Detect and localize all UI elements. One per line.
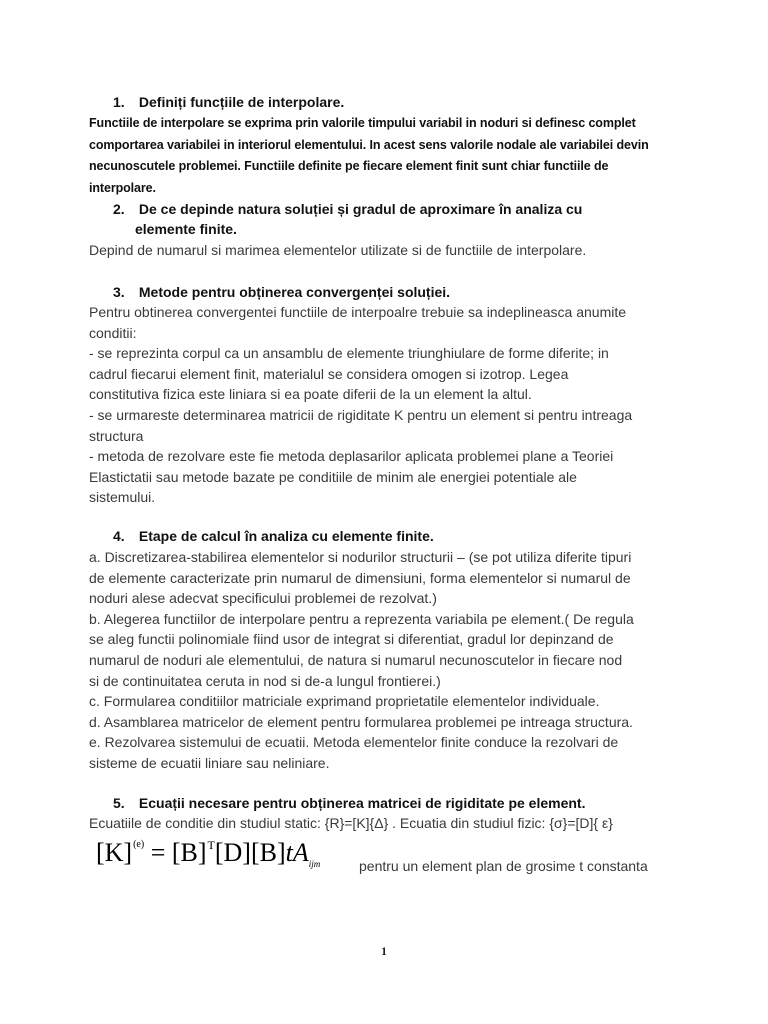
formula-note: pentru un element plan de grosime t constanta	[359, 858, 648, 874]
formula-subscript: ijm	[308, 859, 321, 870]
answer-line: d. Asamblarea matricelor de element pentru formularea problemei pe intreaga structura.	[89, 713, 633, 730]
answer-line: structura	[89, 427, 144, 444]
question-1-heading	[113, 94, 344, 110]
answer-line: noduri alese adecvat specificului problemei de rezolvat.)	[89, 590, 437, 607]
question-title: Ecuații necesare pentru obținerea matricei de rigiditate pe element.	[138, 795, 586, 811]
question-number: 1.	[113, 94, 125, 110]
formula-a: A	[292, 838, 309, 867]
answer-line: b. Alegerea functiilor de interpolare pentru a reprezenta variabila pe element.( De regula	[89, 610, 634, 627]
question-number: 5.	[113, 795, 125, 811]
stiffness-matrix-formula	[96, 838, 320, 869]
question-2-heading-cont	[135, 221, 237, 237]
question-4-heading	[113, 528, 434, 544]
question-title: Metode pentru obținerea convergenței soluției.	[138, 284, 451, 300]
page-number: 1	[381, 944, 387, 958]
answer-line: cadrul fiecarui element finit, materialul se considera omogen si izotrop. Legea	[89, 365, 569, 382]
question-title: elemente finite.	[135, 221, 237, 237]
question-number: 3.	[113, 284, 125, 300]
answer-line: necunoscutele problemei. Functiile definite pe fiecare element finit sunt chiar functiile de	[89, 159, 609, 174]
formula-superscript-t: T	[207, 838, 215, 852]
answer-line: comportarea variabilei in interiorul elementului. In acest sens valorile nodale ale variabilei devin	[89, 137, 649, 152]
answer-line: constitutiva fizica este liniara si ea poate diferii de la un element la altul.	[89, 386, 532, 403]
answer-line: Depind de numarul si marimea elementelor utilizate si de functiile de interpolare.	[89, 242, 587, 258]
answer-line: de elemente caracterizate prin numarul de dimensiuni, forma elementelor si numarul de	[89, 569, 631, 586]
answer-line: sisteme de ecuatii liniare sau neliniare.	[89, 754, 330, 771]
question-number: 4.	[113, 528, 125, 544]
answer-line: c. Formularea conditiilor matriciale exprimand proprietatile elementelor individuale.	[89, 693, 600, 710]
answer-2	[89, 240, 586, 261]
answer-line: se aleg functii polinomiale fiind usor de integrat si diferentiat, gradul lor depinzand de	[89, 631, 614, 648]
answer-3	[89, 302, 632, 508]
answer-4	[89, 547, 634, 774]
answer-line: Ecuatiile de conditie din studiul static: {R}=[K]{Δ} . Ecuatia din studiul fizic: {σ}=[D]{ ε}	[89, 815, 613, 831]
question-2-heading	[113, 201, 582, 217]
question-title: De ce depinde natura soluției și gradul de aproximare în analiza cu	[138, 201, 583, 217]
answer-5	[89, 813, 613, 834]
answer-line: Elastictatii sau metode bazate pe conditiile de minim ale energiei potentiale ale	[89, 468, 577, 485]
answer-line: si de continuitatea ceruta in nod si de-a lungul frontierei.)	[89, 672, 441, 689]
answer-line: Functiile de interpolare se exprima prin valorile timpului variabil in noduri si definesc complet	[89, 116, 636, 130]
answer-line: e. Rezolvarea sistemului de ecuatii. Metoda elementelor finite conduce la rezolvari de	[89, 734, 619, 751]
answer-line: - se urmareste determinarea matricii de rigiditate K pentru un element si pentru intreaga	[89, 406, 633, 423]
question-title: Etape de calcul în analiza cu elemente finite.	[138, 528, 434, 544]
answer-line: Pentru obtinerea convergentei functiile de interpoalre trebuie sa indeplineasca anumite	[89, 304, 627, 320]
answer-line: numarul de noduri ale elementului, de natura si numarul necunoscutelor in fiecare nod	[89, 651, 623, 668]
formula-rest: [D][B]	[214, 838, 286, 867]
answer-line: interpolare.	[89, 180, 156, 195]
answer-line: - se reprezinta corpul ca un ansamblu de elemente triunghiulare de forme diferite; in	[89, 345, 609, 362]
question-title: Definiți funcțiile de interpolare.	[138, 94, 345, 110]
question-5-heading	[113, 795, 585, 811]
answer-line: a. Discretizarea-stabilirea elementelor si nodurilor structurii – (se pot utiliza diferite tipuri	[89, 549, 632, 565]
answer-1	[89, 113, 649, 199]
answer-line: sistemului.	[89, 489, 156, 506]
formula-lhs: [K]	[96, 838, 133, 867]
formula-superscript-e: (e)	[133, 839, 145, 850]
answer-line: - metoda de rezolvare este fie metoda deplasarilor aplicata problemei plane a Teoriei	[89, 448, 614, 465]
answer-line: conditii:	[89, 324, 137, 341]
question-3-heading	[113, 284, 450, 300]
formula-t: t	[285, 838, 293, 867]
question-number: 2.	[113, 201, 125, 217]
formula-eq: = [B]	[144, 838, 207, 867]
